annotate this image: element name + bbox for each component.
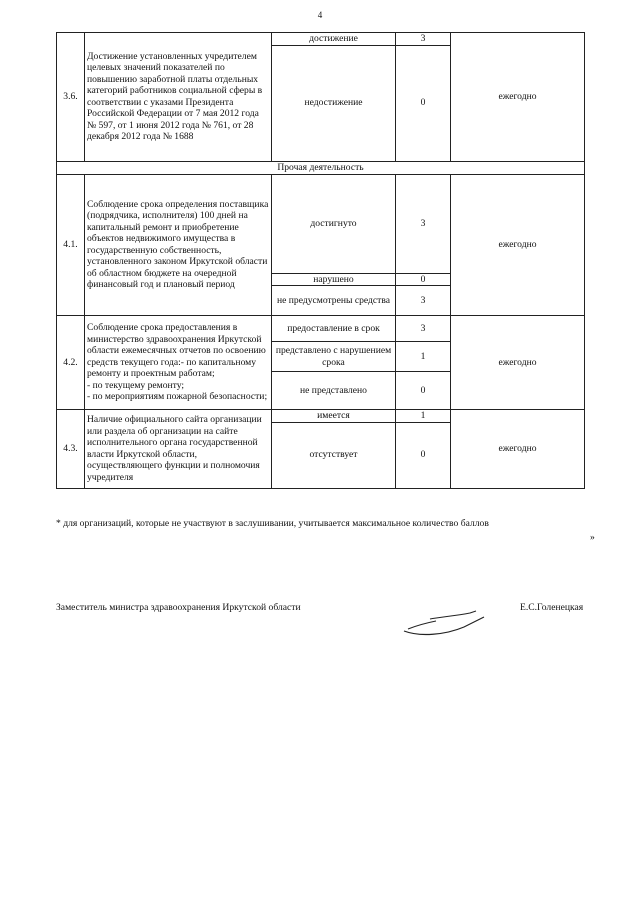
signatory-name: Е.С.Голенецкая — [520, 602, 584, 613]
row-number: 4.2. — [57, 316, 85, 410]
row-number: 4.3. — [57, 410, 85, 489]
points-cell: 0 — [396, 422, 451, 488]
condition-cell: достижение — [272, 33, 396, 46]
table-row — [57, 33, 585, 46]
condition-cell: достигнуто — [272, 174, 396, 273]
condition-cell: не представлено — [272, 372, 396, 410]
points-cell: 1 — [396, 410, 451, 423]
condition-cell: нарушено — [272, 273, 396, 286]
table-row — [57, 410, 585, 423]
points-cell: 3 — [396, 174, 451, 273]
criterion-description: Соблюдение срока определения поставщика (подрядчика, исполнителя) 100 дней на капитальный ремонт и приобретение объектов недвижимого имущества в государственную собственность, установленного законом Иркутской области об областном бюджете на очередной финансовый год и плановый период — [85, 174, 272, 316]
footnote: * для организаций, которые не участвуют в заслушивании, учитывается максимальное количество баллов — [56, 518, 489, 529]
row-number: 3.6. — [57, 33, 85, 162]
criterion-description: Соблюдение срока предоставления в министерство здравоохранения Иркутской области ежемесячных отчетов по освоению средств текущего года:- по капитальному ремонту и проектным работам; - по текущему ремонту; - по мероприятиям пожарной безопасности; — [85, 316, 272, 410]
signatory-title: Заместитель министра здравоохранения Иркутской области — [56, 602, 301, 613]
condition-cell: отсутствует — [272, 422, 396, 488]
closing-quote: » — [590, 532, 595, 543]
period-cell: ежегодно — [451, 410, 585, 489]
criterion-description: Наличие официального сайта организации или раздела об организации на сайте исполнительного органа государственной власти Иркутской области, осуществляющего функции и полномочия учредителя — [85, 410, 272, 489]
signature-icon — [400, 607, 490, 645]
section-row — [57, 161, 585, 174]
period-cell: ежегодно — [451, 33, 585, 162]
section-title: Прочая деятельность — [57, 161, 585, 174]
points-cell: 1 — [396, 342, 451, 372]
period-cell: ежегодно — [451, 316, 585, 410]
condition-cell: представлено с нарушением срока — [272, 342, 396, 372]
period-cell: ежегодно — [451, 174, 585, 316]
condition-cell: недостижение — [272, 45, 396, 161]
row-number: 4.1. — [57, 174, 85, 316]
page-number: 4 — [317, 10, 323, 20]
points-cell: 3 — [396, 286, 451, 316]
table-row — [57, 316, 585, 342]
points-cell: 0 — [396, 372, 451, 410]
criterion-description: Достижение установленных учредителем целевых значений показателей по повышению заработной платы отдельных категорий работников социальной сферы в соответствии с указами Президента Российской Федерации от 7 мая 2012 года № 597, от 1 июня 2012 года № 761, от 28 декабря 2012 года № 1688 — [85, 33, 272, 162]
points-cell: 0 — [396, 45, 451, 161]
condition-cell: не предусмотрены средства — [272, 286, 396, 316]
points-cell: 3 — [396, 316, 451, 342]
points-cell: 0 — [396, 273, 451, 286]
condition-cell: предоставление в срок — [272, 316, 396, 342]
points-cell: 3 — [396, 33, 451, 46]
condition-cell: имеется — [272, 410, 396, 423]
criteria-table — [56, 32, 585, 489]
table-row — [57, 174, 585, 273]
